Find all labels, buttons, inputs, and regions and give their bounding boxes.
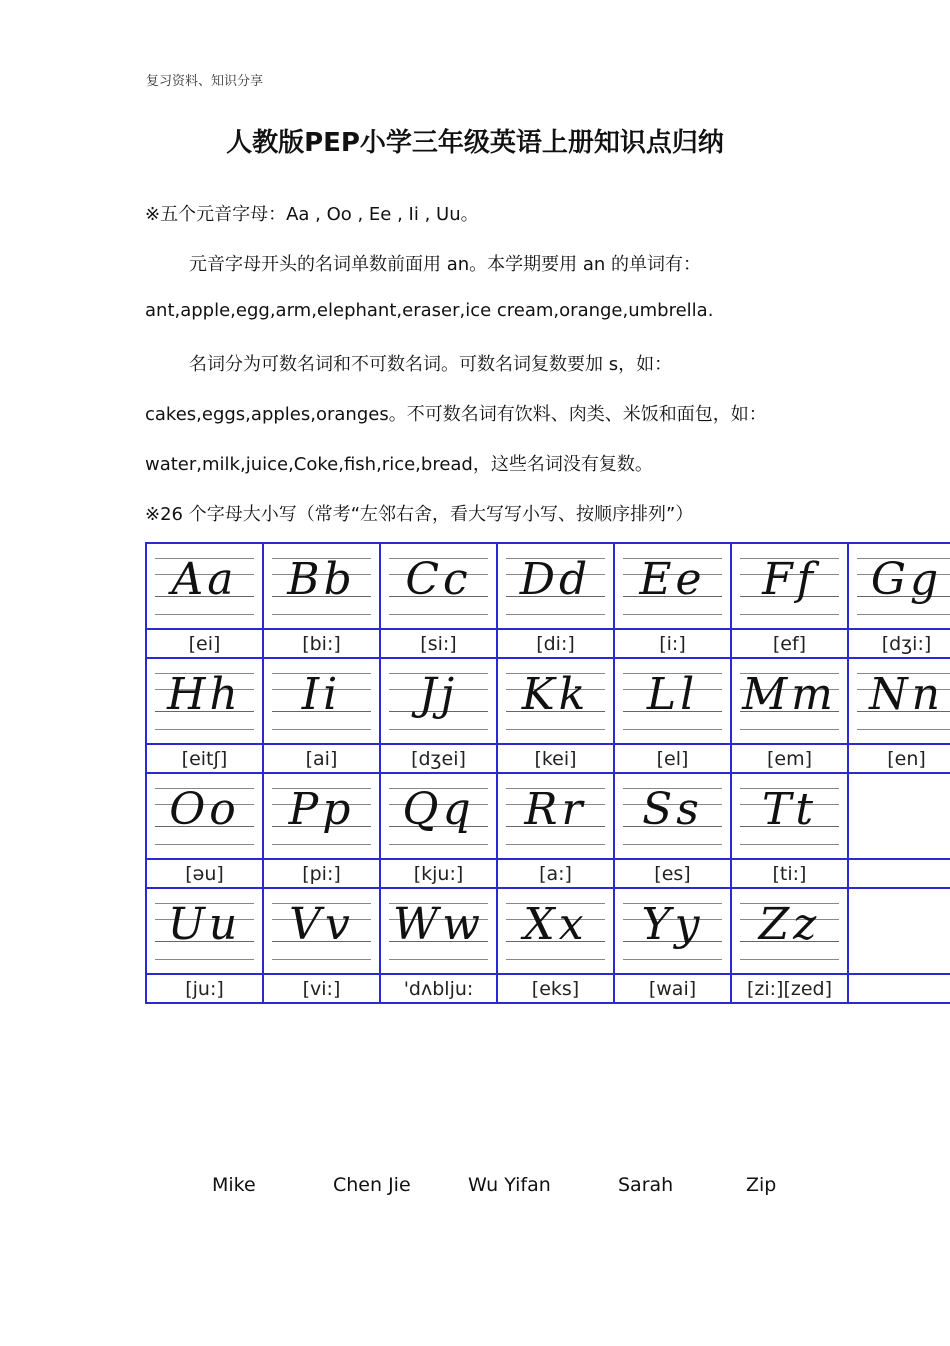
phonetic-cell <box>497 744 614 773</box>
letter-cell <box>263 658 380 744</box>
phonetic-label: [di:] <box>536 632 575 655</box>
name-sarah: Sarah <box>618 1174 674 1196</box>
letter-glyph: Ff <box>762 554 817 605</box>
letter-cell <box>146 888 263 974</box>
letter-glyph: Hh <box>167 669 242 720</box>
letter-glyph: Qq <box>402 784 475 835</box>
letter-glyph: Ss <box>642 784 703 835</box>
letter-glyph: Tt <box>761 784 818 835</box>
phonetic-label: 'dʌblju: <box>403 977 474 1000</box>
letter-cell <box>380 888 497 974</box>
letter-glyph: Ee <box>639 554 706 605</box>
phonetic-label: [si:] <box>420 632 457 655</box>
phonetic-cell <box>263 744 380 773</box>
phonetic-label: [pi:] <box>302 862 341 885</box>
phonetic-label: [el] <box>656 747 689 770</box>
an-rule-line-1: 元音字母开头的名词单数前面用 an。本学期要用 an 的单词有： <box>189 254 702 275</box>
letter-glyph: Mm <box>742 669 837 720</box>
letter-cell <box>146 773 263 859</box>
phonetic-cell <box>497 974 614 1003</box>
letter-cell <box>146 658 263 744</box>
phonetic-cell <box>146 974 263 1003</box>
name-mike: Mike <box>212 1174 256 1196</box>
letter-cell <box>263 773 380 859</box>
letter-cell <box>848 888 950 974</box>
letter-glyph: Cc <box>405 554 472 605</box>
letter-glyph: Aa <box>171 554 238 605</box>
phonetic-label: [dʒi:] <box>881 632 932 655</box>
phonetic-cell <box>497 859 614 888</box>
phonetic-label: [eks] <box>531 977 580 1000</box>
alphabet-heading: ※26 个字母大小写（常考“左邻右舍，看大写写小写、按顺序排列”） <box>145 504 694 525</box>
header-note: 复习资料、知识分享 <box>146 74 264 89</box>
letter-cell <box>848 773 950 859</box>
plural-line-3: water,milk,juice,Coke,fish,rice,bread，这些名词没有复数。 <box>145 454 653 475</box>
letter-cell <box>848 658 950 744</box>
letter-cell <box>614 773 731 859</box>
letter-glyph: Ii <box>301 669 342 720</box>
vowels-line: ※五个元音字母：Aa , Oo , Ee , Ii , Uu。 <box>145 204 479 225</box>
phonetic-label: [kju:] <box>413 862 464 885</box>
letter-cell <box>146 543 263 629</box>
letter-glyph: Nn <box>869 669 944 720</box>
letter-cell <box>614 888 731 974</box>
phonetic-cell <box>848 629 950 658</box>
letter-glyph: Rr <box>524 784 587 835</box>
letter-cell <box>848 543 950 629</box>
phonetic-label: [bi:] <box>302 632 341 655</box>
letter-cell <box>380 658 497 744</box>
letter-glyph: Yy <box>641 899 704 950</box>
phonetic-label: [eitʃ] <box>181 747 228 770</box>
phonetic-cell <box>731 744 848 773</box>
phonetic-cell <box>614 974 731 1003</box>
phonetic-label: [zi:][zed] <box>746 977 833 1000</box>
phonetic-cell <box>731 629 848 658</box>
letter-cell <box>497 773 614 859</box>
phonetic-label: [a:] <box>539 862 572 885</box>
name-zip: Zip <box>746 1174 777 1196</box>
letter-glyph: Ww <box>393 899 484 950</box>
letter-glyph: Bb <box>287 554 356 605</box>
letter-cell <box>731 658 848 744</box>
character-names <box>0 1174 950 1204</box>
phonetic-cell <box>848 859 950 888</box>
phonetic-cell <box>848 744 950 773</box>
letter-cell <box>731 773 848 859</box>
phonetic-label: [em] <box>766 747 813 770</box>
name-wu-yifan: Wu Yifan <box>468 1174 551 1196</box>
phonetic-cell <box>380 629 497 658</box>
an-rule-line-2: ant,apple,egg,arm,elephant,eraser,ice cream,orange,umbrella. <box>145 300 714 321</box>
phonetic-cell <box>614 744 731 773</box>
letter-glyph: Kk <box>521 669 590 720</box>
phonetic-cell <box>731 859 848 888</box>
phonetic-label: [i:] <box>659 632 686 655</box>
plural-line-1: 名词分为可数名词和不可数名词。可数名词复数要加 s，如： <box>189 354 673 375</box>
phonetic-cell <box>380 859 497 888</box>
letter-cell <box>497 658 614 744</box>
phonetic-cell <box>263 859 380 888</box>
letter-cell <box>380 543 497 629</box>
phonetic-cell <box>497 629 614 658</box>
phonetic-label: [en] <box>887 747 926 770</box>
phonetic-label: [vi:] <box>302 977 341 1000</box>
letter-glyph: Jj <box>418 669 459 720</box>
letter-cell <box>731 543 848 629</box>
letter-glyph: Vv <box>289 899 354 950</box>
letter-cell <box>263 543 380 629</box>
phonetic-label: [es] <box>654 862 691 885</box>
letter-cell <box>497 888 614 974</box>
phonetic-cell <box>380 974 497 1003</box>
page-title: 人教版PEP小学三年级英语上册知识点归纳 <box>226 128 724 158</box>
phonetic-cell <box>263 974 380 1003</box>
phonetic-label: [ju:] <box>185 977 224 1000</box>
letter-glyph: Xx <box>523 899 588 950</box>
phonetic-cell <box>614 859 731 888</box>
phonetic-label: [kei] <box>534 747 577 770</box>
letter-cell <box>263 888 380 974</box>
letter-cell <box>614 658 731 744</box>
letter-glyph: Oo <box>169 784 240 835</box>
name-chen-jie: Chen Jie <box>333 1174 411 1196</box>
phonetic-cell <box>146 629 263 658</box>
phonetic-cell <box>848 974 950 1003</box>
phonetic-label: [ef] <box>772 632 807 655</box>
letter-glyph: Ll <box>646 669 699 720</box>
phonetic-cell <box>146 744 263 773</box>
phonetic-cell <box>146 859 263 888</box>
letter-glyph: Gg <box>870 554 943 605</box>
alphabet-table <box>145 542 950 1014</box>
letter-glyph: Pp <box>288 784 355 835</box>
plural-line-2: cakes,eggs,apples,oranges。不可数名词有饮料、肉类、米饭和面包，如： <box>145 404 767 425</box>
phonetic-cell <box>614 629 731 658</box>
phonetic-label: [ei] <box>188 632 221 655</box>
letter-cell <box>380 773 497 859</box>
letter-cell <box>731 888 848 974</box>
letter-cell <box>614 543 731 629</box>
phonetic-cell <box>380 744 497 773</box>
phonetic-cell <box>263 629 380 658</box>
phonetic-label: [əu] <box>185 862 224 885</box>
phonetic-label: [ti:] <box>772 862 807 885</box>
letter-cell <box>497 543 614 629</box>
letter-glyph: Dd <box>519 554 592 605</box>
phonetic-cell <box>731 974 848 1003</box>
phonetic-label: [dʒei] <box>411 747 466 770</box>
phonetic-label: [ai] <box>305 747 338 770</box>
phonetic-label: [wai] <box>648 977 697 1000</box>
letter-glyph: Uu <box>167 899 242 950</box>
letter-glyph: Zz <box>758 899 821 950</box>
